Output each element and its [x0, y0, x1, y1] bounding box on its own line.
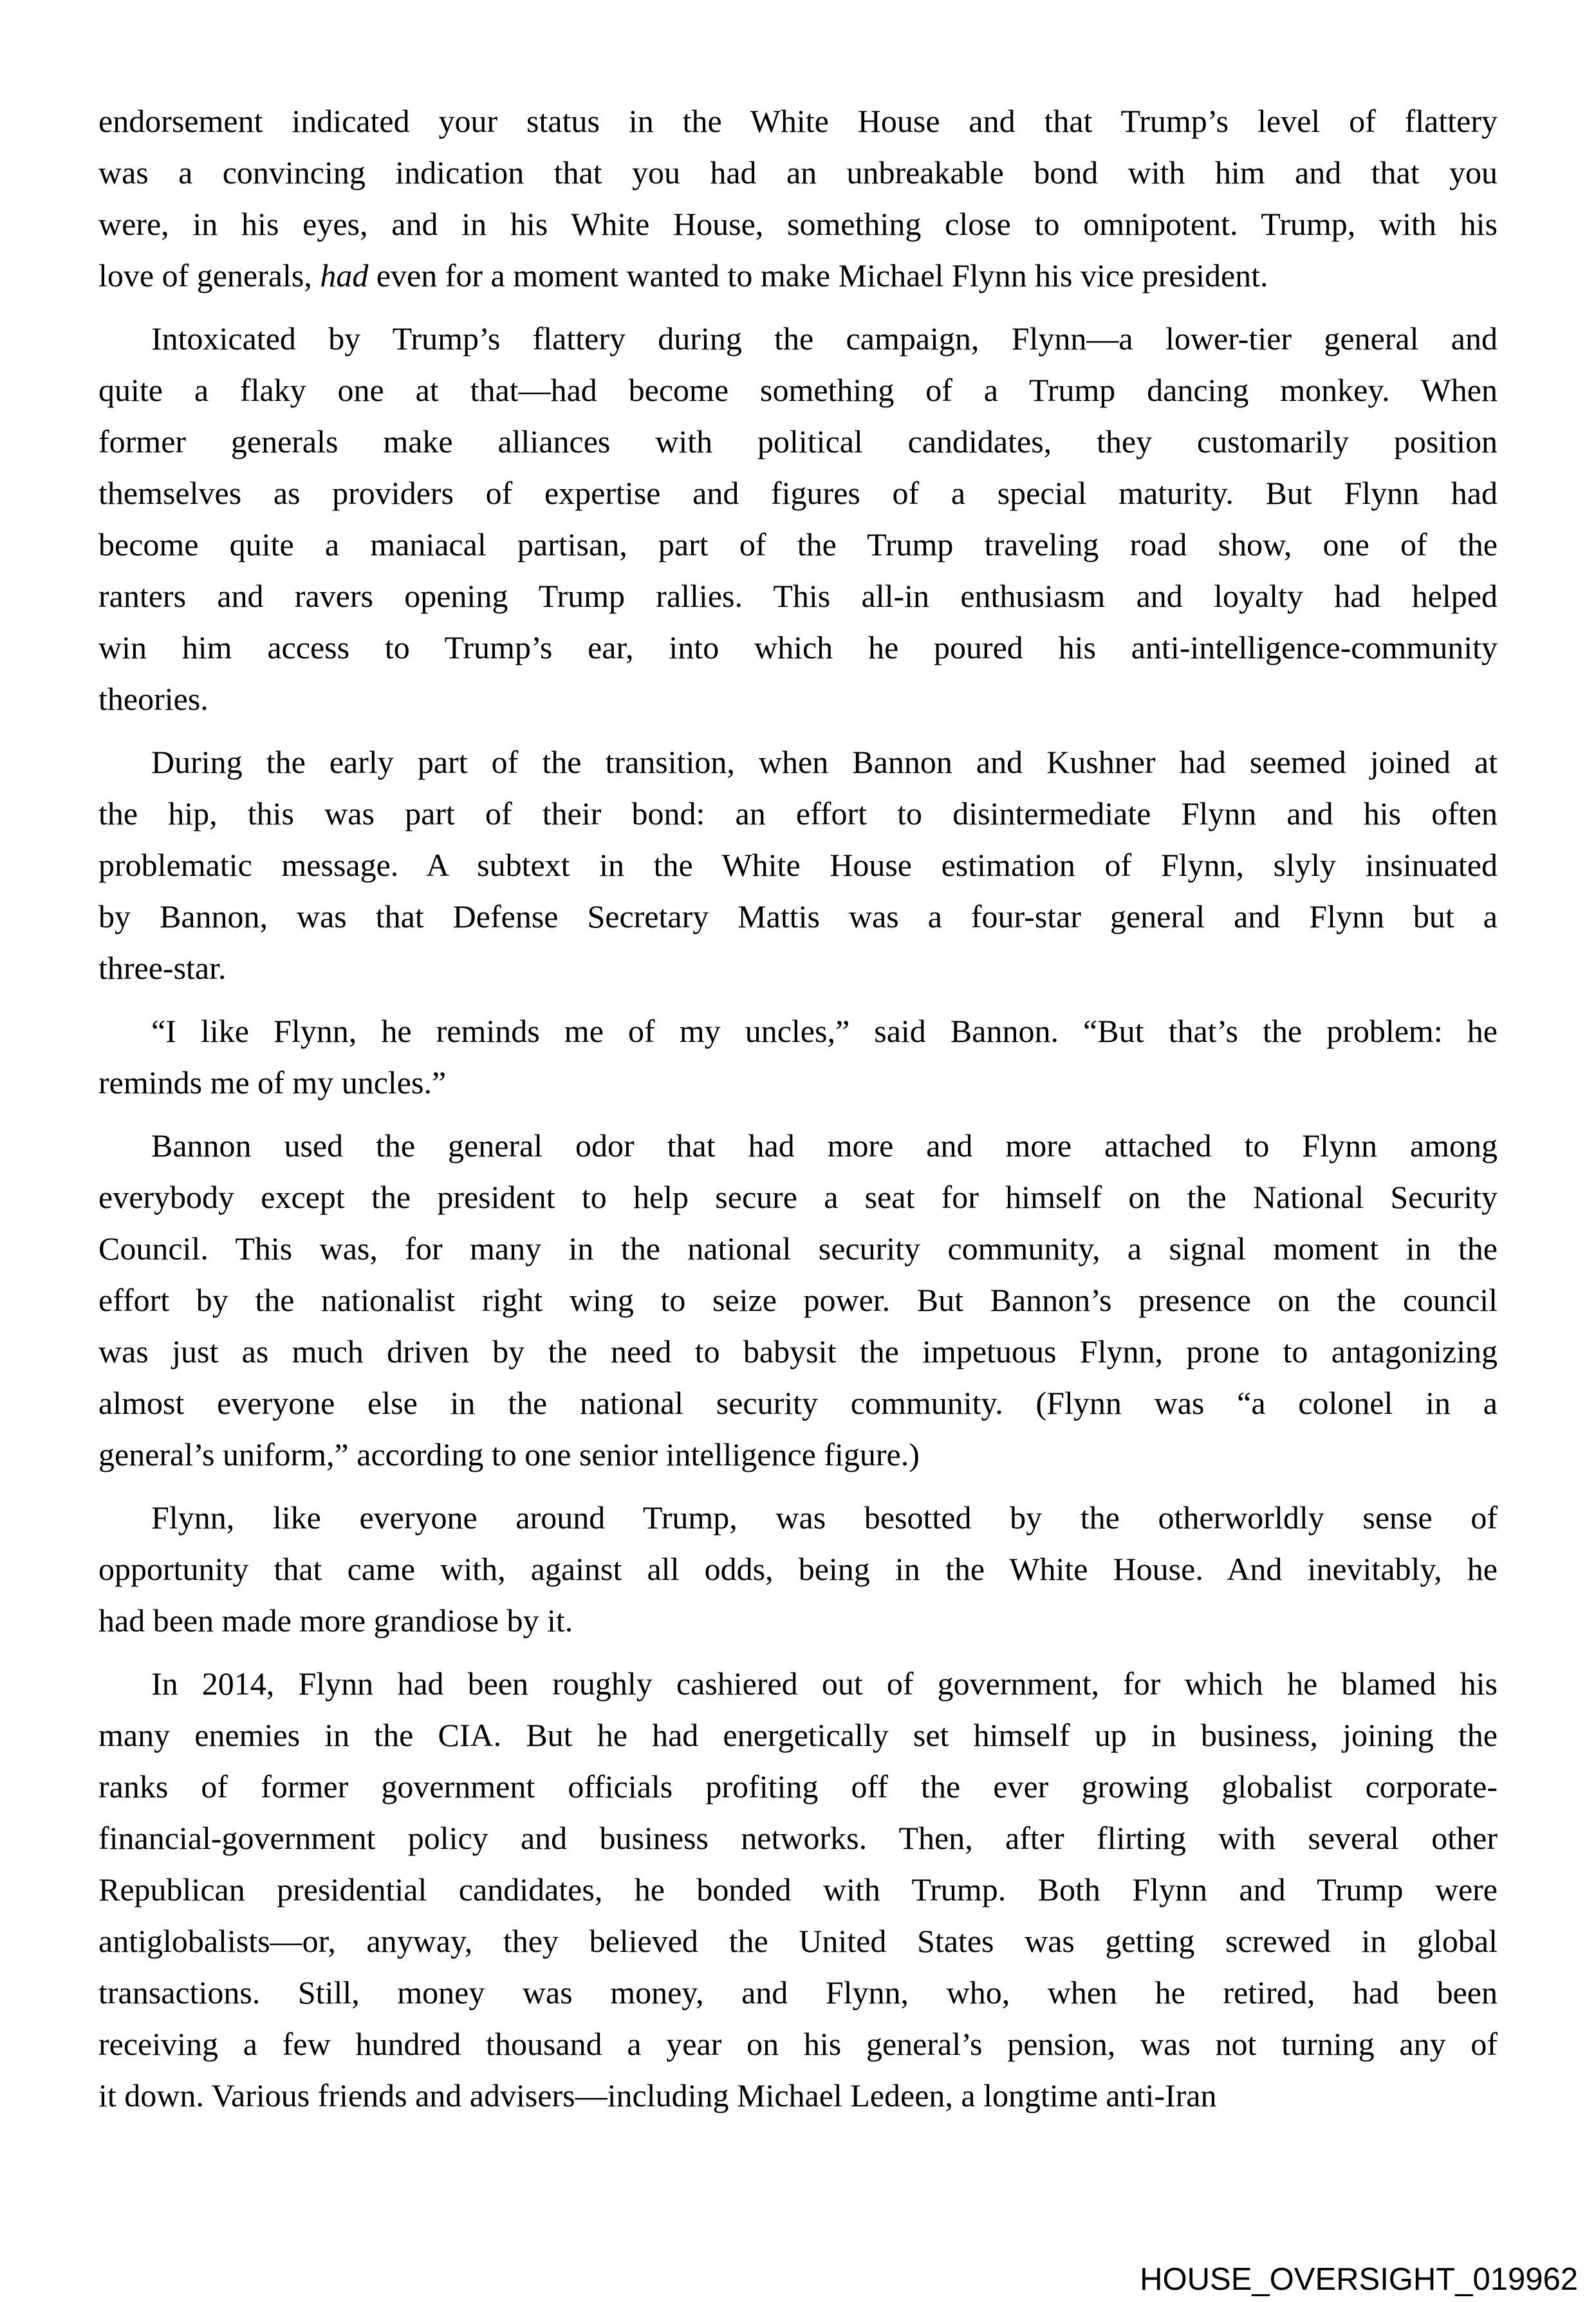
- text-line: reminds me of my uncles.”: [98, 1064, 447, 1100]
- text-line: Republican presidential candidates, he bonded with Trump. Both Flynn and Trump were: [98, 1871, 1498, 1908]
- paragraph: [98, 736, 1498, 994]
- text-line: “I like Flynn, he reminds me of my uncles,” said Bannon. “But that’s the problem: he: [151, 1013, 1498, 1049]
- text-line: three-star.: [98, 950, 227, 986]
- text-line: ranks of former government officials profiting off the ever growing globalist corporate-: [98, 1768, 1498, 1805]
- text-line: many enemies in the CIA. But he had energetically set himself up in business, joining the: [98, 1717, 1498, 1753]
- text-line: general’s uniform,” according to one senior intelligence figure.): [98, 1436, 920, 1472]
- text-line: by Bannon, was that Defense Secretary Mattis was a four-star general and Flynn but a: [98, 898, 1498, 934]
- text-line: receiving a few hundred thousand a year on his general’s pension, was not turning any of: [98, 2026, 1498, 2062]
- paragraph: [98, 1005, 1498, 1108]
- paragraph: [98, 1492, 1498, 1646]
- text-line: financial-government policy and business networks. Then, after flirting with several other: [98, 1820, 1498, 1856]
- text-line: former generals make alliances with political candidates, they customarily position: [98, 423, 1498, 459]
- text-line: become quite a maniacal partisan, part of the Trump traveling road show, one of the: [98, 526, 1498, 562]
- text-line: love of generals, had even for a moment wanted to make Michael Flynn his vice president.: [98, 257, 1268, 293]
- paragraph: [98, 1658, 1498, 2121]
- text-line: antiglobalists—or, anyway, they believed the United States was getting screwed in global: [98, 1923, 1498, 1959]
- bates-stamp: HOUSE_OVERSIGHT_019962: [1140, 2262, 1578, 2297]
- text-line: win him access to Trump’s ear, into which he poured his anti-intelligence-community: [98, 629, 1498, 665]
- text-line: it down. Various friends and advisers—including Michael Ledeen, a longtime anti-Iran: [98, 2077, 1217, 2113]
- text-line: problematic message. A subtext in the White House estimation of Flynn, slyly insinuated: [98, 847, 1498, 883]
- text-line: everybody except the president to help secure a seat for himself on the National Security: [98, 1179, 1498, 1215]
- text-line: Bannon used the general odor that had more and more attached to Flynn among: [151, 1128, 1498, 1164]
- text-line: During the early part of the transition, when Bannon and Kushner had seemed joined at: [151, 744, 1498, 780]
- text-line: the hip, this was part of their bond: an effort to disintermediate Flynn and his often: [98, 795, 1498, 831]
- text-line: was a convincing indication that you had an unbreakable bond with him and that you: [98, 154, 1498, 190]
- page-text: [98, 95, 1498, 2121]
- text-line: ranters and ravers opening Trump rallies. This all-in enthusiasm and loyalty had helped: [98, 578, 1498, 614]
- paragraph: [98, 313, 1498, 725]
- text-line: Flynn, like everyone around Trump, was besotted by the otherworldly sense of: [151, 1499, 1498, 1536]
- text-line: Intoxicated by Trump’s flattery during the campaign, Flynn—a lower-tier general and: [151, 320, 1498, 357]
- text-line: was just as much driven by the need to babysit the impetuous Flynn, prone to antagonizing: [98, 1333, 1498, 1369]
- text-line: endorsement indicated your status in the White House and that Trump’s level of flattery: [98, 103, 1498, 139]
- text-line: transactions. Still, money was money, and Flynn, who, when he retired, had been: [98, 1974, 1498, 2010]
- text-line: were, in his eyes, and in his White House, something close to omnipotent. Trump, with his: [98, 206, 1498, 242]
- text-line: effort by the nationalist right wing to seize power. But Bannon’s presence on the council: [98, 1282, 1498, 1318]
- text-line: Council. This was, for many in the national security community, a signal moment in the: [98, 1230, 1498, 1267]
- text-line: almost everyone else in the national security community. (Flynn was “a colonel in a: [98, 1385, 1498, 1421]
- text-line: In 2014, Flynn had been roughly cashiered out of government, for which he blamed his: [151, 1666, 1498, 1702]
- text-line: opportunity that came with, against all odds, being in the White House. And inevitably, he: [98, 1551, 1498, 1587]
- paragraph: [98, 95, 1498, 301]
- text-line: themselves as providers of expertise and figures of a special maturity. But Flynn had: [98, 475, 1498, 511]
- text-line: theories.: [98, 681, 209, 717]
- paragraph: [98, 1120, 1498, 1480]
- text-line: had been made more grandiose by it.: [98, 1602, 573, 1638]
- text-line: quite a flaky one at that—had become something of a Trump dancing monkey. When: [98, 372, 1498, 408]
